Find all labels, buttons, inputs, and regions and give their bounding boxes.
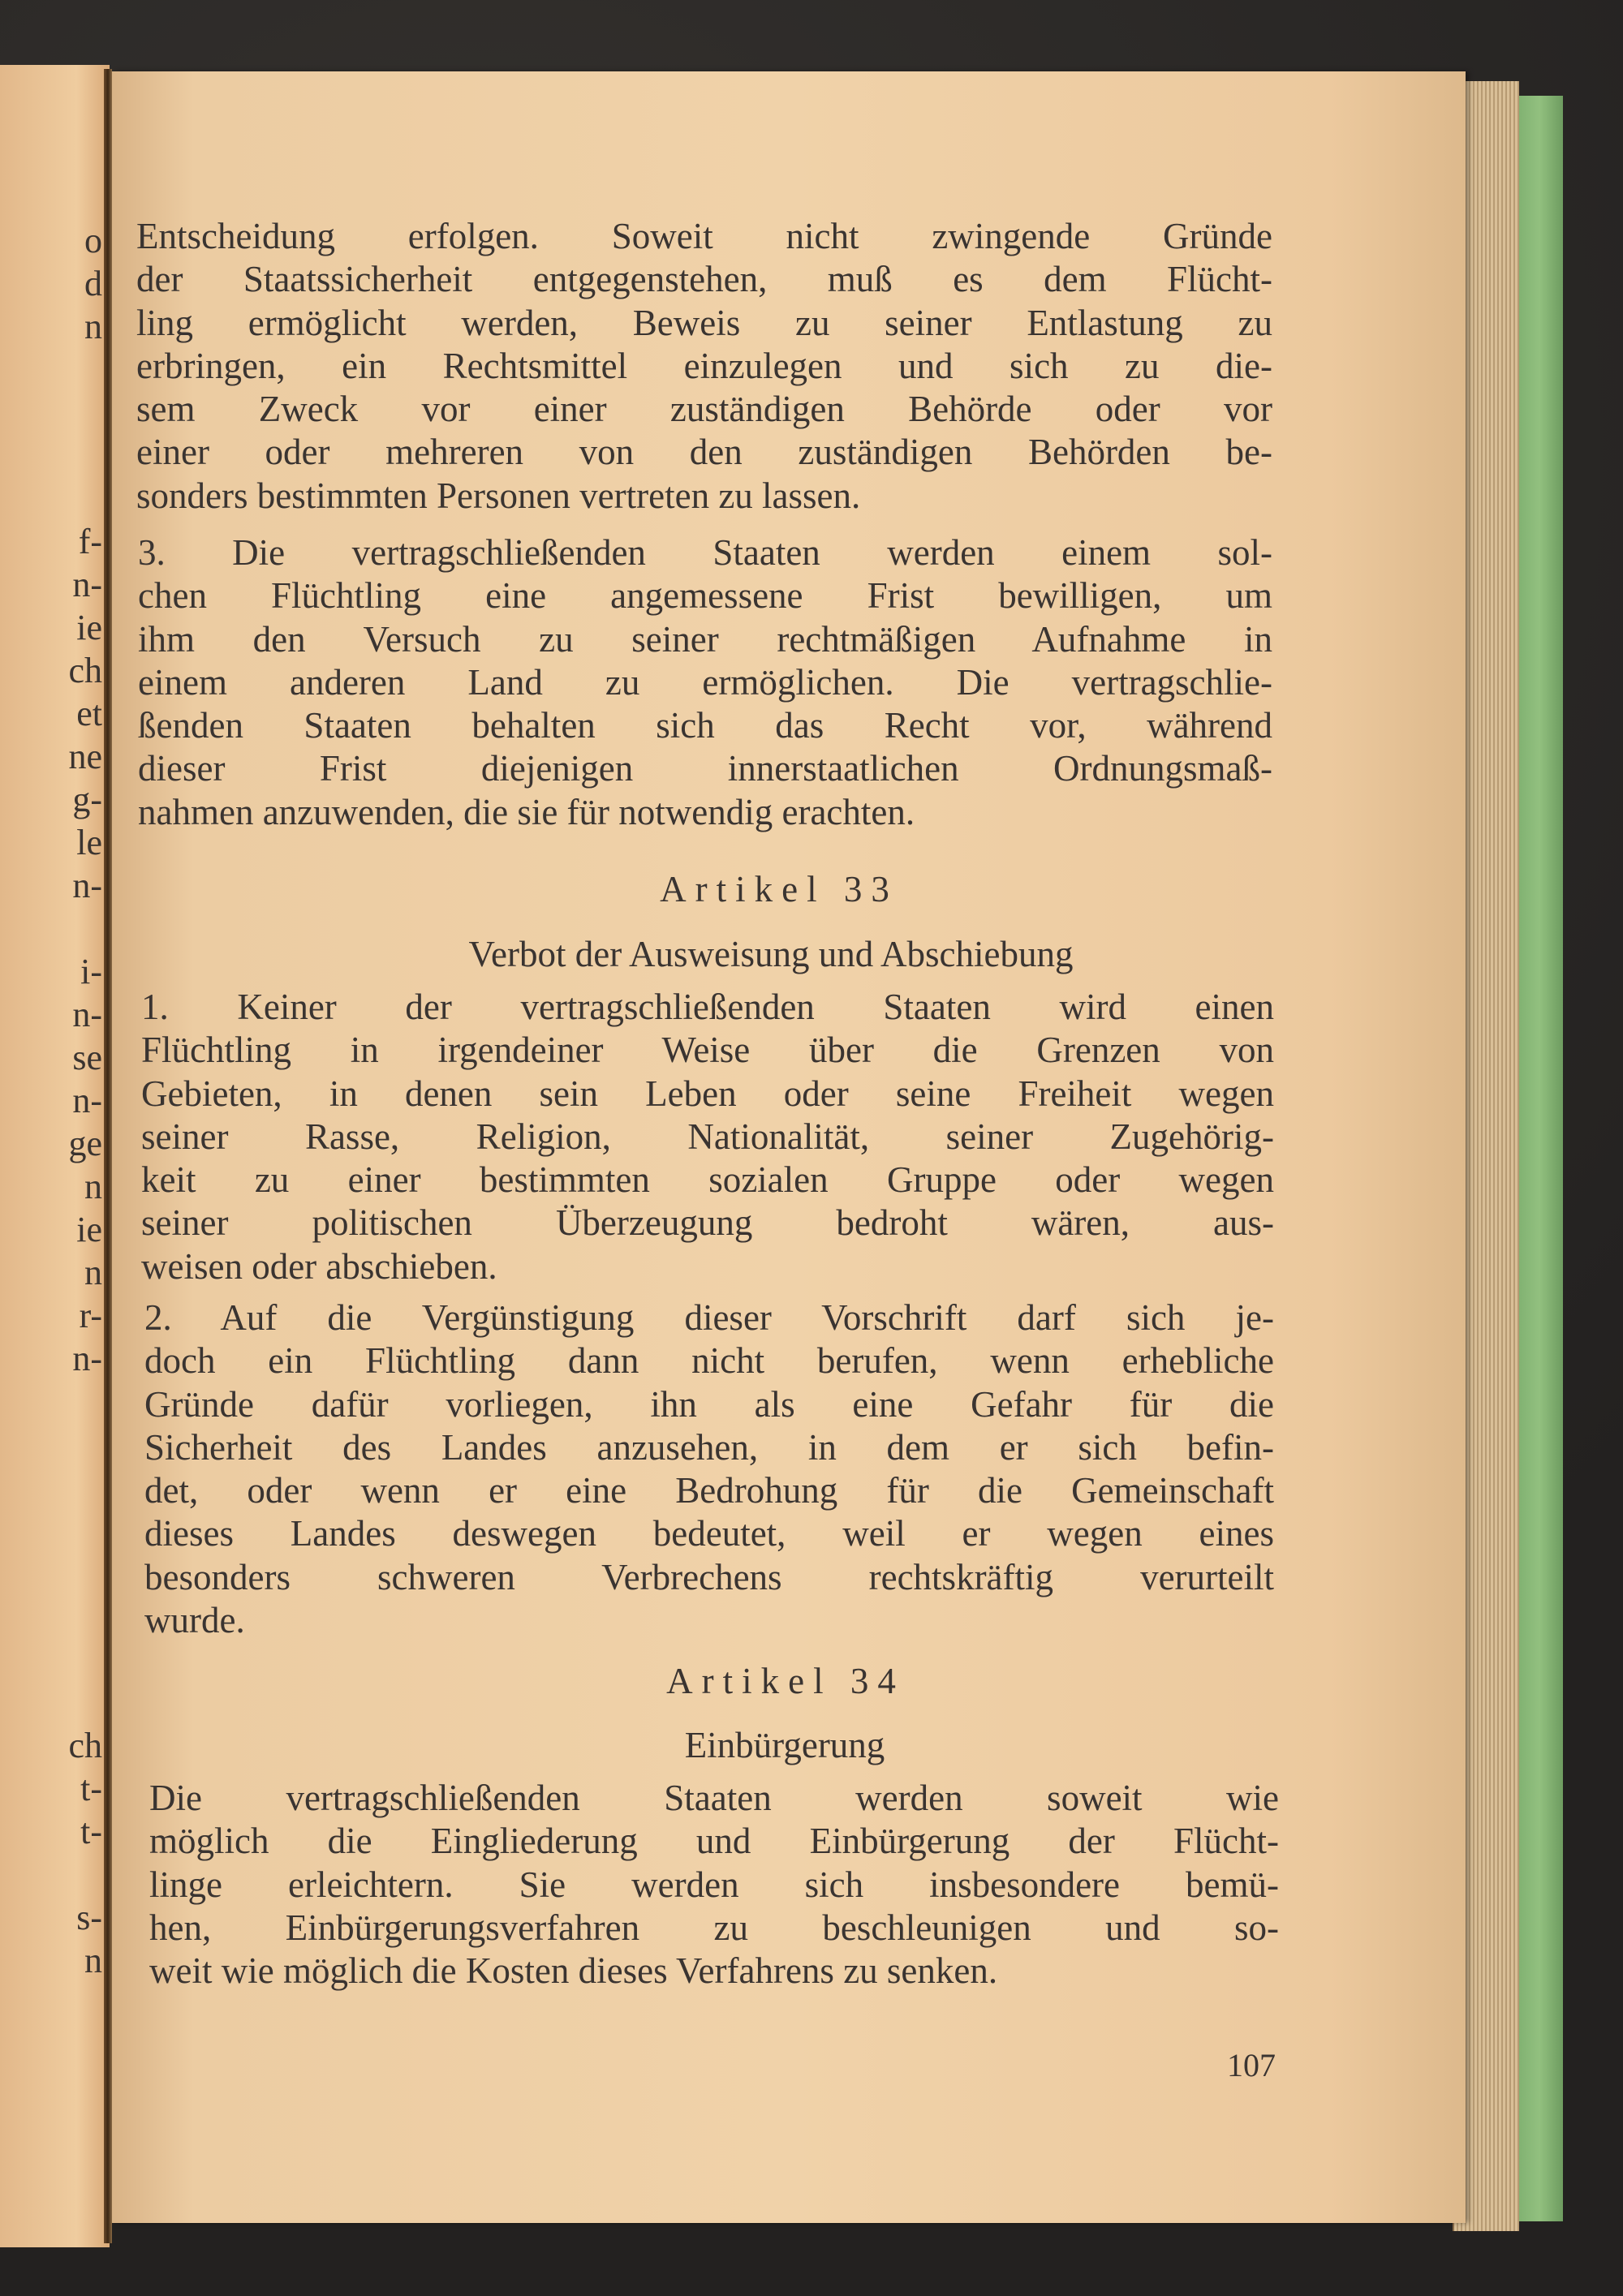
text-line: Gebieten, in denen sein Leben oder seine Freiheit wegen: [141, 1073, 1274, 1114]
paragraph-continuation: [136, 215, 1272, 518]
text-line: besonders schweren Verbrechens rechtskräftig verurteilt: [144, 1556, 1274, 1597]
left-page-fragment: le: [76, 823, 102, 862]
text-line: der Staatssicherheit entgegenstehen, muß es dem Flücht-: [136, 259, 1272, 300]
left-page-fragment: n: [84, 1941, 102, 1980]
left-page-fragment: o: [84, 221, 102, 260]
text-line: det, oder wenn er eine Bedrohung für die Gemeinschaft: [144, 1470, 1274, 1511]
text-line: Sicherheit des Landes anzusehen, in dem er sich befin-: [144, 1426, 1274, 1468]
left-page-fragment: n: [84, 1253, 102, 1292]
text-line: sonders bestimmten Personen vertreten zu lassen.: [136, 475, 861, 516]
text-line: wurde.: [144, 1600, 245, 1641]
left-page-fragment: ie: [76, 608, 102, 647]
left-page-fragment: ie: [76, 1210, 102, 1249]
book-cover-edge: [1516, 96, 1563, 2221]
left-page-fragment: n: [84, 1167, 102, 1206]
left-page-fragment: n-: [72, 995, 102, 1034]
article-34-subtitle: Einbürgerung: [684, 1725, 885, 1765]
left-page: [0, 65, 110, 2247]
left-page-fragment: d: [84, 264, 102, 303]
text-line: Gründe dafür vorliegen, ihn als eine Gefahr für die: [144, 1383, 1274, 1425]
text-line: erbringen, ein Rechtsmittel einzulegen und sich zu die-: [136, 345, 1272, 386]
text-line: dieser Frist diejenigen innerstaatlichen Ordnungsmaß-: [138, 748, 1272, 789]
text-line: doch ein Flüchtling dann nicht berufen, wenn erhebliche: [144, 1340, 1274, 1382]
text-line: möglich die Eingliederung und Einbürgerung der Flücht-: [149, 1821, 1279, 1862]
left-page-fragment: n-: [72, 1081, 102, 1120]
left-page-fragment: f-: [78, 522, 102, 561]
left-page-fragment: n-: [72, 1339, 102, 1378]
left-page-fragment: ne: [68, 737, 102, 776]
text-line: Die vertragschließenden Staaten werden soweit wie: [149, 1778, 1279, 1818]
text-line: Entscheidung erfolgen. Soweit nicht zwingende Gründe: [136, 216, 1272, 256]
left-page-fragment: n: [84, 307, 102, 346]
left-page-fragment: n-: [72, 866, 102, 905]
left-page-fragment: t-: [80, 1812, 102, 1851]
article-33-paragraph-1: [141, 986, 1274, 1288]
left-page-fragment: s-: [76, 1898, 102, 1937]
left-page-fragment: ch: [68, 1726, 102, 1765]
text-line: einer oder mehreren von den zuständigen Behörden be-: [136, 432, 1272, 473]
text-line: dieses Landes deswegen bedeutet, weil er wegen eines: [144, 1513, 1274, 1554]
text-line: ßenden Staaten behalten sich das Recht vor, während: [138, 705, 1272, 746]
book-gutter: [104, 69, 112, 2243]
article-34-title: Artikel 34: [666, 1661, 905, 1701]
left-page-fragment: et: [76, 694, 102, 733]
text-line: ihm den Versuch zu seiner rechtmäßigen Aufnahme in: [138, 618, 1272, 660]
text-line: linge erleichtern. Sie werden sich insbesondere bemü-: [149, 1864, 1279, 1905]
left-page-fragment: se: [72, 1038, 102, 1077]
text-line: 2. Auf die Vergünstigung dieser Vorschrift darf sich je-: [144, 1297, 1274, 1338]
text-line: hen, Einbürgerungsverfahren zu beschleunigen und so-: [149, 1907, 1279, 1948]
text-line: einem anderen Land zu ermöglichen. Die vertragschlie-: [138, 661, 1272, 703]
left-page-fragment: t-: [80, 1769, 102, 1808]
article-34-paragraph: [149, 1777, 1279, 1993]
text-line: sem Zweck vor einer zuständigen Behörde oder vor: [136, 389, 1272, 430]
article-33-paragraph-2: [144, 1296, 1274, 1642]
left-page-fragment: r-: [79, 1296, 102, 1335]
left-page-fragment: ge: [68, 1124, 102, 1163]
left-page-fragment: ch: [68, 651, 102, 690]
text-line: Flüchtling in irgendeiner Weise über die Grenzen von: [141, 1030, 1274, 1071]
left-page-fragment: i-: [80, 952, 102, 991]
page-number: 107: [1227, 2047, 1276, 2083]
text-line: 3. Die vertragschließenden Staaten werden einem sol-: [138, 532, 1272, 573]
article-33-subtitle: Verbot der Ausweisung und Abschiebung: [468, 934, 1074, 974]
text-line: seiner Rasse, Religion, Nationalität, seiner Zugehörig-: [141, 1116, 1274, 1157]
left-page-fragment: g-: [72, 780, 102, 819]
text-line: weit wie möglich die Kosten dieses Verfahrens zu senken.: [149, 1950, 998, 1992]
paragraph-3: [138, 531, 1272, 834]
text-line: chen Flüchtling eine angemessene Frist bewilligen, um: [138, 575, 1272, 617]
text-line: nahmen anzuwenden, die sie für notwendig erachten.: [138, 791, 915, 832]
text-line: keit zu einer bestimmten sozialen Gruppe oder wegen: [141, 1159, 1274, 1201]
text-line: 1. Keiner der vertragschließenden Staaten wird einen: [141, 987, 1274, 1027]
text-line: weisen oder abschieben.: [141, 1245, 497, 1287]
left-page-fragment: n-: [72, 565, 102, 604]
article-33-title: Artikel 33: [660, 869, 898, 909]
text-line: ling ermöglicht werden, Beweis zu seiner Entlastung zu: [136, 302, 1272, 343]
text-line: seiner politischen Überzeugung bedroht wären, aus-: [141, 1202, 1274, 1244]
